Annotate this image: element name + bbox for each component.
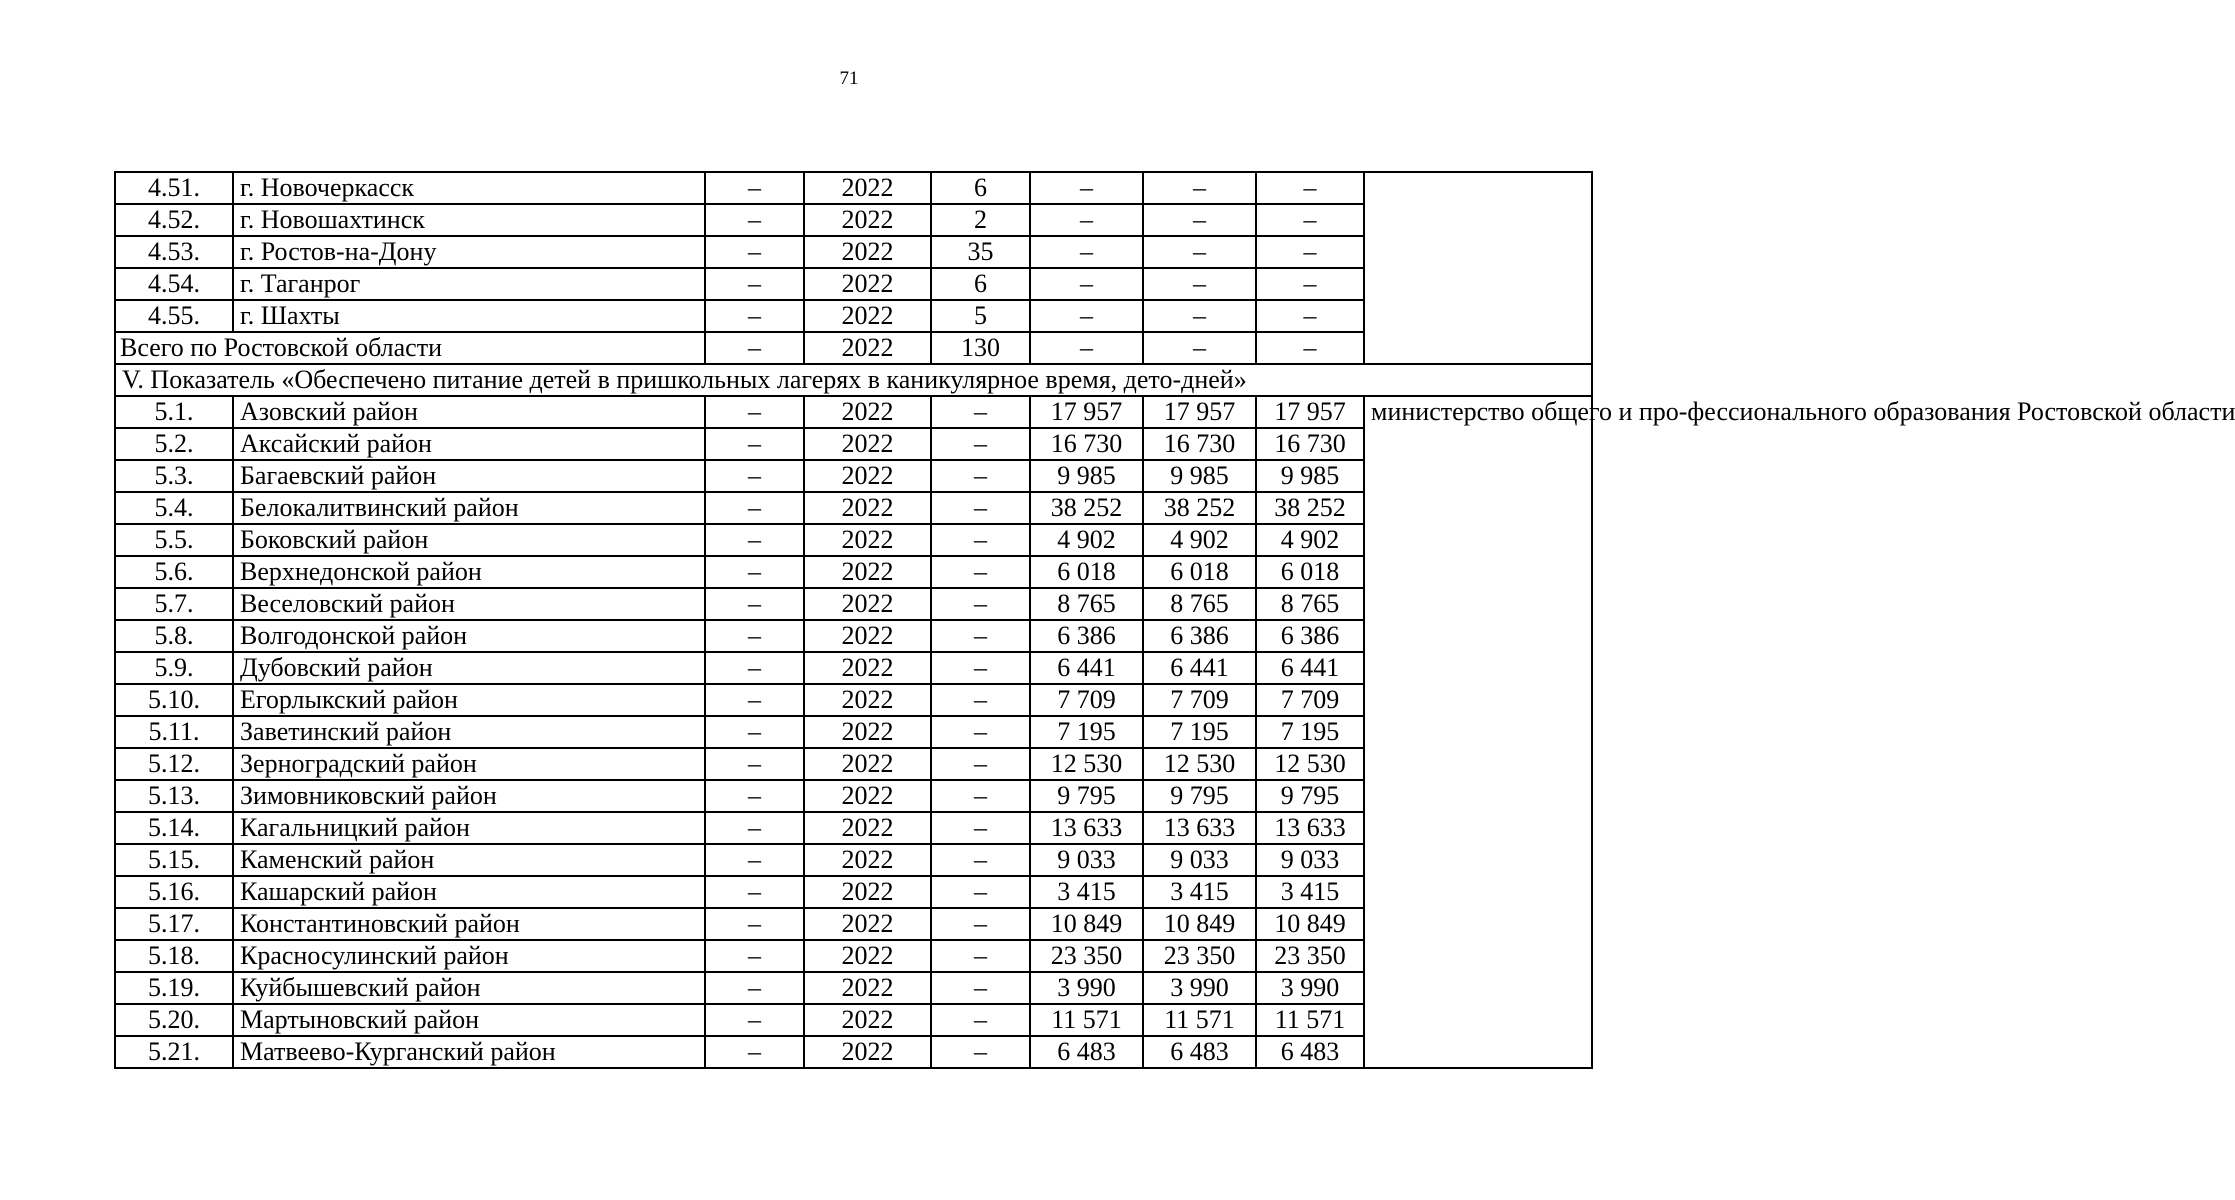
value-cell: 12 530 — [1256, 748, 1364, 780]
row-number: 5.8. — [115, 620, 233, 652]
row-number: 5.20. — [115, 1004, 233, 1036]
value-cell: 11 571 — [1030, 1004, 1143, 1036]
value-cell: 9 985 — [1143, 460, 1256, 492]
responsible-executor: министерство общего и про-фессионального образования Ростовской области — [1364, 396, 1592, 1068]
territory-name: Дубовский район — [233, 652, 705, 684]
value-cell: – — [931, 716, 1030, 748]
value-cell: 38 252 — [1030, 492, 1143, 524]
value-cell: 10 849 — [1030, 908, 1143, 940]
value-cell: 10 849 — [1143, 908, 1256, 940]
value-cell: – — [705, 300, 804, 332]
value-cell: 4 902 — [1256, 524, 1364, 556]
value-cell: – — [1256, 204, 1364, 236]
value-cell: 9 033 — [1143, 844, 1256, 876]
year-cell: 2022 — [804, 1036, 931, 1068]
value-cell: – — [931, 812, 1030, 844]
value-cell: 6 018 — [1143, 556, 1256, 588]
value-cell: – — [1030, 236, 1143, 268]
value-cell: 6 — [931, 268, 1030, 300]
year-cell: 2022 — [804, 556, 931, 588]
value-cell: – — [705, 172, 804, 204]
value-cell: 3 415 — [1143, 876, 1256, 908]
row-number: 5.13. — [115, 780, 233, 812]
value-cell: 12 530 — [1030, 748, 1143, 780]
value-cell: 7 195 — [1256, 716, 1364, 748]
value-cell: 6 483 — [1256, 1036, 1364, 1068]
value-cell: 6 — [931, 172, 1030, 204]
value-cell: – — [931, 460, 1030, 492]
value-cell: 12 530 — [1143, 748, 1256, 780]
value-cell: – — [931, 748, 1030, 780]
territory-name: г. Новочеркасск — [233, 172, 705, 204]
value-cell: – — [705, 876, 804, 908]
value-cell: 6 018 — [1256, 556, 1364, 588]
value-cell: – — [705, 460, 804, 492]
row-number: 5.7. — [115, 588, 233, 620]
value-cell: 6 483 — [1143, 1036, 1256, 1068]
row-number: 5.10. — [115, 684, 233, 716]
value-cell: – — [705, 236, 804, 268]
row-number: 5.12. — [115, 748, 233, 780]
value-cell: 9 985 — [1030, 460, 1143, 492]
value-cell: – — [705, 748, 804, 780]
value-cell: – — [705, 204, 804, 236]
year-cell: 2022 — [804, 524, 931, 556]
value-cell: 3 990 — [1256, 972, 1364, 1004]
value-cell: – — [705, 428, 804, 460]
territory-name: Боковский район — [233, 524, 705, 556]
value-cell: – — [705, 844, 804, 876]
year-cell: 2022 — [804, 492, 931, 524]
indicator-table — [114, 171, 2235, 1069]
territory-name: г. Шахты — [233, 300, 705, 332]
value-cell: 17 957 — [1143, 396, 1256, 428]
territory-name: Зерноградский район — [233, 748, 705, 780]
value-cell: – — [931, 1004, 1030, 1036]
year-cell: 2022 — [804, 1004, 931, 1036]
year-cell: 2022 — [804, 780, 931, 812]
value-cell: 7 709 — [1143, 684, 1256, 716]
row-number: 5.2. — [115, 428, 233, 460]
value-cell: 130 — [931, 332, 1030, 364]
table-body — [115, 172, 2235, 1068]
year-cell: 2022 — [804, 940, 931, 972]
value-cell: – — [705, 780, 804, 812]
value-cell: 23 350 — [1143, 940, 1256, 972]
value-cell: 38 252 — [1256, 492, 1364, 524]
table-row — [115, 396, 1592, 428]
row-number: 5.1. — [115, 396, 233, 428]
value-cell: – — [931, 492, 1030, 524]
year-cell: 2022 — [804, 748, 931, 780]
year-cell: 2022 — [804, 332, 931, 364]
row-number: 5.19. — [115, 972, 233, 1004]
value-cell: 2 — [931, 204, 1030, 236]
value-cell: 7 709 — [1256, 684, 1364, 716]
value-cell: – — [1030, 332, 1143, 364]
row-number: 5.5. — [115, 524, 233, 556]
territory-name: Красносулинский район — [233, 940, 705, 972]
value-cell: 4 902 — [1143, 524, 1256, 556]
territory-name: Аксайский район — [233, 428, 705, 460]
value-cell: – — [931, 524, 1030, 556]
value-cell: – — [1143, 236, 1256, 268]
year-cell: 2022 — [804, 684, 931, 716]
row-number: 5.21. — [115, 1036, 233, 1068]
value-cell: 9 795 — [1030, 780, 1143, 812]
territory-name: г. Новошахтинск — [233, 204, 705, 236]
value-cell: 13 633 — [1256, 812, 1364, 844]
territory-name: Мартыновский район — [233, 1004, 705, 1036]
value-cell: 38 252 — [1143, 492, 1256, 524]
value-cell: – — [1256, 300, 1364, 332]
value-cell: – — [1256, 268, 1364, 300]
value-cell: 6 018 — [1030, 556, 1143, 588]
year-cell: 2022 — [804, 844, 931, 876]
value-cell: – — [931, 684, 1030, 716]
year-cell: 2022 — [804, 300, 931, 332]
value-cell: 7 195 — [1030, 716, 1143, 748]
table-row — [115, 172, 1592, 204]
value-cell: 4 902 — [1030, 524, 1143, 556]
value-cell: – — [705, 268, 804, 300]
value-cell: – — [931, 428, 1030, 460]
value-cell: – — [705, 908, 804, 940]
year-cell: 2022 — [804, 908, 931, 940]
value-cell: – — [931, 844, 1030, 876]
value-cell: – — [705, 1036, 804, 1068]
row-number: 4.54. — [115, 268, 233, 300]
value-cell: – — [705, 492, 804, 524]
value-cell: 9 033 — [1256, 844, 1364, 876]
section-header-row — [115, 364, 1592, 396]
value-cell: 8 765 — [1143, 588, 1256, 620]
value-cell: – — [1143, 204, 1256, 236]
value-cell: – — [931, 1036, 1030, 1068]
value-cell: – — [705, 556, 804, 588]
value-cell: 9 795 — [1143, 780, 1256, 812]
row-number: 5.11. — [115, 716, 233, 748]
territory-name: Верхнедонской район — [233, 556, 705, 588]
value-cell: 11 571 — [1143, 1004, 1256, 1036]
value-cell: 9 795 — [1256, 780, 1364, 812]
value-cell: 35 — [931, 236, 1030, 268]
territory-name: Кашарский район — [233, 876, 705, 908]
territory-name: Каменский район — [233, 844, 705, 876]
territory-name: Волгодонской район — [233, 620, 705, 652]
value-cell: – — [931, 908, 1030, 940]
value-cell: – — [705, 684, 804, 716]
row-number: 4.53. — [115, 236, 233, 268]
value-cell: – — [1030, 204, 1143, 236]
value-cell: 23 350 — [1030, 940, 1143, 972]
row-number: 5.9. — [115, 652, 233, 684]
territory-name: Азовский район — [233, 396, 705, 428]
value-cell: – — [705, 940, 804, 972]
value-cell: 23 350 — [1256, 940, 1364, 972]
value-cell: – — [1256, 332, 1364, 364]
year-cell: 2022 — [804, 972, 931, 1004]
value-cell: 16 730 — [1143, 428, 1256, 460]
value-cell: 6 386 — [1030, 620, 1143, 652]
territory-name: Егорлыкский район — [233, 684, 705, 716]
value-cell: – — [1143, 172, 1256, 204]
value-cell: 7 709 — [1030, 684, 1143, 716]
row-number: 5.17. — [115, 908, 233, 940]
row-number: 5.16. — [115, 876, 233, 908]
territory-name: Кагальницкий район — [233, 812, 705, 844]
territory-name: Константиновский район — [233, 908, 705, 940]
value-cell: 9 033 — [1030, 844, 1143, 876]
value-cell: 9 985 — [1256, 460, 1364, 492]
row-number: 4.52. — [115, 204, 233, 236]
responsible-cell-empty — [1364, 172, 1592, 364]
territory-name: г. Таганрог — [233, 268, 705, 300]
value-cell: – — [931, 556, 1030, 588]
territory-name: Зимовниковский район — [233, 780, 705, 812]
row-number: 5.6. — [115, 556, 233, 588]
value-cell: 17 957 — [1030, 396, 1143, 428]
value-cell: 11 571 — [1256, 1004, 1364, 1036]
value-cell: 13 633 — [1143, 812, 1256, 844]
year-cell: 2022 — [804, 204, 931, 236]
territory-name: Матвеево-Курганский район — [233, 1036, 705, 1068]
value-cell: – — [705, 1004, 804, 1036]
territory-name: Багаевский район — [233, 460, 705, 492]
value-cell: – — [705, 332, 804, 364]
year-cell: 2022 — [804, 172, 931, 204]
year-cell: 2022 — [804, 812, 931, 844]
value-cell: – — [931, 940, 1030, 972]
value-cell: – — [1143, 332, 1256, 364]
value-cell: – — [931, 652, 1030, 684]
value-cell: – — [705, 588, 804, 620]
value-cell: 3 990 — [1143, 972, 1256, 1004]
value-cell: – — [705, 652, 804, 684]
territory-name: Заветинский район — [233, 716, 705, 748]
value-cell: – — [1256, 172, 1364, 204]
row-number: 5.18. — [115, 940, 233, 972]
year-cell: 2022 — [804, 620, 931, 652]
territory-name: Веселовский район — [233, 588, 705, 620]
value-cell: 3 415 — [1030, 876, 1143, 908]
value-cell: – — [931, 588, 1030, 620]
value-cell: – — [931, 620, 1030, 652]
value-cell: 3 990 — [1030, 972, 1143, 1004]
territory-name: г. Ростов-на-Дону — [233, 236, 705, 268]
territory-name: Белокалитвинский район — [233, 492, 705, 524]
value-cell: 5 — [931, 300, 1030, 332]
value-cell: – — [931, 972, 1030, 1004]
value-cell: 13 633 — [1030, 812, 1143, 844]
row-number: 5.14. — [115, 812, 233, 844]
row-number: 4.51. — [115, 172, 233, 204]
page-number: 71 — [839, 68, 859, 89]
value-cell: 6 441 — [1143, 652, 1256, 684]
value-cell: – — [931, 876, 1030, 908]
value-cell: 6 386 — [1256, 620, 1364, 652]
value-cell: 16 730 — [1256, 428, 1364, 460]
value-cell: 6 441 — [1256, 652, 1364, 684]
year-cell: 2022 — [804, 460, 931, 492]
value-cell: – — [705, 972, 804, 1004]
value-cell: – — [1030, 172, 1143, 204]
row-number: 5.4. — [115, 492, 233, 524]
territory-name: Куйбышевский район — [233, 972, 705, 1004]
value-cell: – — [931, 396, 1030, 428]
value-cell: – — [1030, 268, 1143, 300]
value-cell: – — [705, 396, 804, 428]
value-cell: – — [705, 812, 804, 844]
value-cell: 8 765 — [1030, 588, 1143, 620]
row-number: 4.55. — [115, 300, 233, 332]
value-cell: – — [1030, 300, 1143, 332]
year-cell: 2022 — [804, 652, 931, 684]
year-cell: 2022 — [804, 588, 931, 620]
value-cell: – — [1256, 236, 1364, 268]
value-cell: 6 483 — [1030, 1036, 1143, 1068]
total-label: Всего по Ростовской области — [115, 332, 705, 364]
year-cell: 2022 — [804, 428, 931, 460]
value-cell: – — [931, 780, 1030, 812]
value-cell: – — [705, 524, 804, 556]
year-cell: 2022 — [804, 396, 931, 428]
value-cell: 8 765 — [1256, 588, 1364, 620]
value-cell: 3 415 — [1256, 876, 1364, 908]
section-title: V. Показатель «Обеспечено питание детей в пришкольных лагерях в каникулярное время, дето-дней» — [115, 364, 1592, 396]
value-cell: 10 849 — [1256, 908, 1364, 940]
year-cell: 2022 — [804, 716, 931, 748]
value-cell: 16 730 — [1030, 428, 1143, 460]
value-cell: – — [1143, 268, 1256, 300]
year-cell: 2022 — [804, 236, 931, 268]
value-cell: – — [705, 716, 804, 748]
row-number: 5.15. — [115, 844, 233, 876]
value-cell: – — [705, 620, 804, 652]
year-cell: 2022 — [804, 268, 931, 300]
value-cell: – — [1143, 300, 1256, 332]
value-cell: 6 441 — [1030, 652, 1143, 684]
row-number: 5.3. — [115, 460, 233, 492]
value-cell: 7 195 — [1143, 716, 1256, 748]
value-cell: 17 957 — [1256, 396, 1364, 428]
year-cell: 2022 — [804, 876, 931, 908]
value-cell: 6 386 — [1143, 620, 1256, 652]
